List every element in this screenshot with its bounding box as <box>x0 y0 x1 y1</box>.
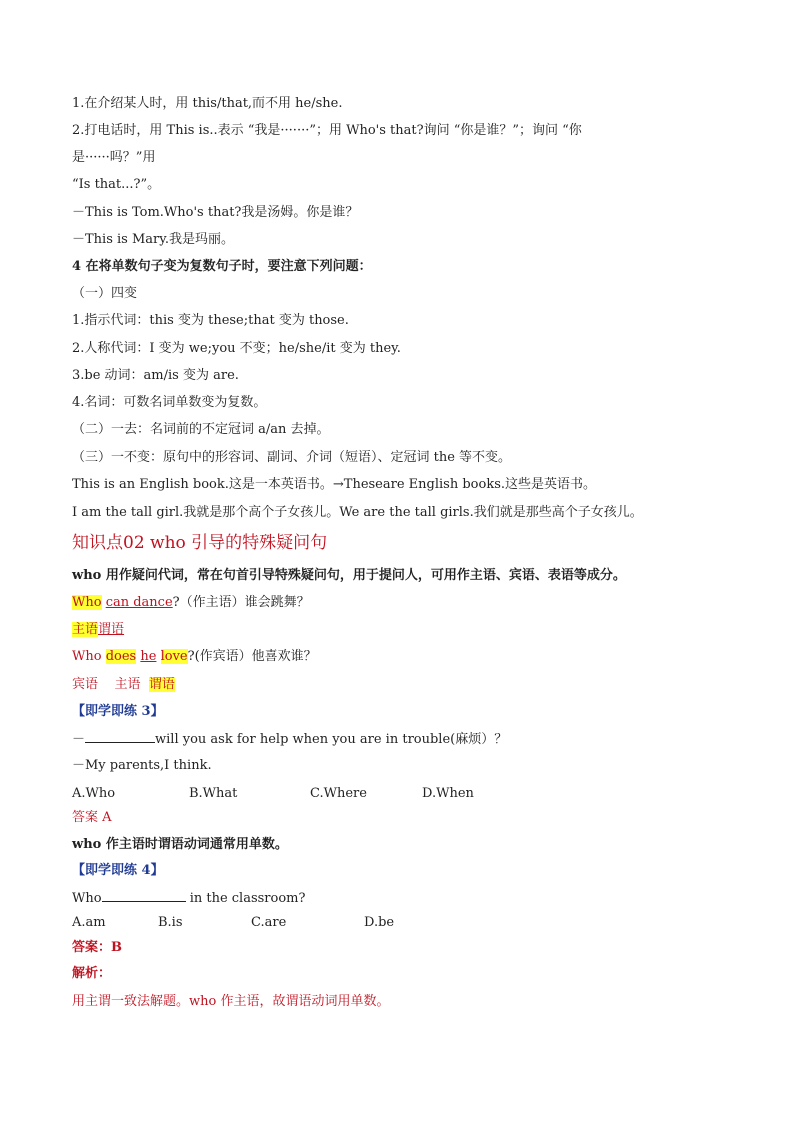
grammar-labels <box>72 676 175 694</box>
verb-love: love <box>160 649 188 664</box>
question-text: in the classroom? <box>185 891 306 906</box>
answer-blank <box>85 730 155 743</box>
text-line: －This is Mary.我是玛丽。 <box>72 232 234 247</box>
text-line: －This is Tom.Who's that?我是汤姆。你是谁？ <box>72 205 359 220</box>
grammar-labels <box>72 621 124 639</box>
label-predicate: 谓语 <box>148 677 175 692</box>
section-heading: 4 在将单数句子变为复数句子时，要注意下列问题： <box>72 259 372 274</box>
label-subject: 主语 <box>72 622 99 637</box>
practice-title: 【即学即练 4】 <box>72 863 164 878</box>
example-sentence: This is an English book.这是一本英语书。→Theseare English books.这些是英语书。 <box>72 477 596 492</box>
label-object: 宾语 <box>72 677 99 692</box>
option-c: C.are <box>251 915 287 930</box>
example-translation: ?（作主语）谁会跳舞？ <box>172 595 310 610</box>
practice-question <box>72 889 305 908</box>
intro-text: who 用作疑问代词，常在句首引导特殊疑问句，用于提问人，可用作主语、宾语、表语等成分。 <box>72 568 626 583</box>
label-predicate: 谓语 <box>98 622 125 637</box>
who-word: Who <box>72 649 102 664</box>
text-line: 是······吗？”用 <box>72 150 156 165</box>
knowledge-point-heading: 知识点02 who 引导的特殊疑问句 <box>72 533 328 553</box>
option-a: A.Who <box>72 786 116 801</box>
answer-text: 答案：B <box>72 940 122 955</box>
note-text: who 作主语时谓语动词通常用单数。 <box>72 837 288 852</box>
text-line: 3.be 动词：am/is 变为 are. <box>72 368 239 383</box>
option-d: D.be <box>364 915 395 930</box>
example-sentence: I am the tall girl.我就是那个高个子女孩儿。We are the tall girls.我们就是那些高个子女孩儿。 <box>72 505 643 520</box>
practice-response: －My parents,I think. <box>72 758 212 773</box>
analysis-label: 解析： <box>72 966 112 981</box>
subject-he: he <box>140 649 157 664</box>
answer-text: 答案 A <box>72 810 112 825</box>
text-line: 2.打电话时，用 This is..表示 “我是·······”；用 Who's that?询问 “你是谁？”；询问 “你 <box>72 123 582 138</box>
question-who: Who <box>72 891 102 906</box>
text-line: 1.在介绍某人时，用 this/that,而不用 he/she. <box>72 96 343 111</box>
option-a: A.am <box>72 915 106 930</box>
text-line: 1.指示代词：this 变为 these;that 变为 those. <box>72 313 349 328</box>
option-b: B.What <box>189 786 238 801</box>
predicate-phrase: can dance <box>105 595 173 610</box>
option-b: B.is <box>158 915 183 930</box>
text-line: （一）四变 <box>72 286 138 301</box>
dash: － <box>72 732 86 747</box>
text-line: 2.人称代词：I 变为 we;you 不变；he/she/it 变为 they. <box>72 341 401 356</box>
practice-title: 【即学即练 3】 <box>72 704 164 719</box>
example-who-subject <box>72 594 310 612</box>
text-line: 4.名词：可数名词单数变为复数。 <box>72 395 267 410</box>
option-d: D.When <box>422 786 474 801</box>
answer-blank <box>102 889 186 902</box>
example-who-object <box>72 648 317 666</box>
label-subject: 主语 <box>114 677 141 692</box>
practice-question <box>72 730 507 749</box>
aux-does: does <box>105 649 137 664</box>
example-translation: ?(作宾语）他喜欢谁？ <box>187 649 317 664</box>
analysis-text: 用主谓一致法解题。who 作主语，故谓语动词用单数。 <box>72 994 390 1009</box>
text-line: “Is that...?”。 <box>72 177 161 192</box>
text-line: （二）一去：名词前的不定冠词 a/an 去掉。 <box>72 422 330 437</box>
question-text: will you ask for help when you are in trouble(麻烦）？ <box>155 732 508 747</box>
who-word: Who <box>72 595 102 610</box>
option-c: C.Where <box>310 786 367 801</box>
text-line: （三）一不变：原句中的形容词、副词、介词（短语）、定冠词 the 等不变。 <box>72 450 512 465</box>
